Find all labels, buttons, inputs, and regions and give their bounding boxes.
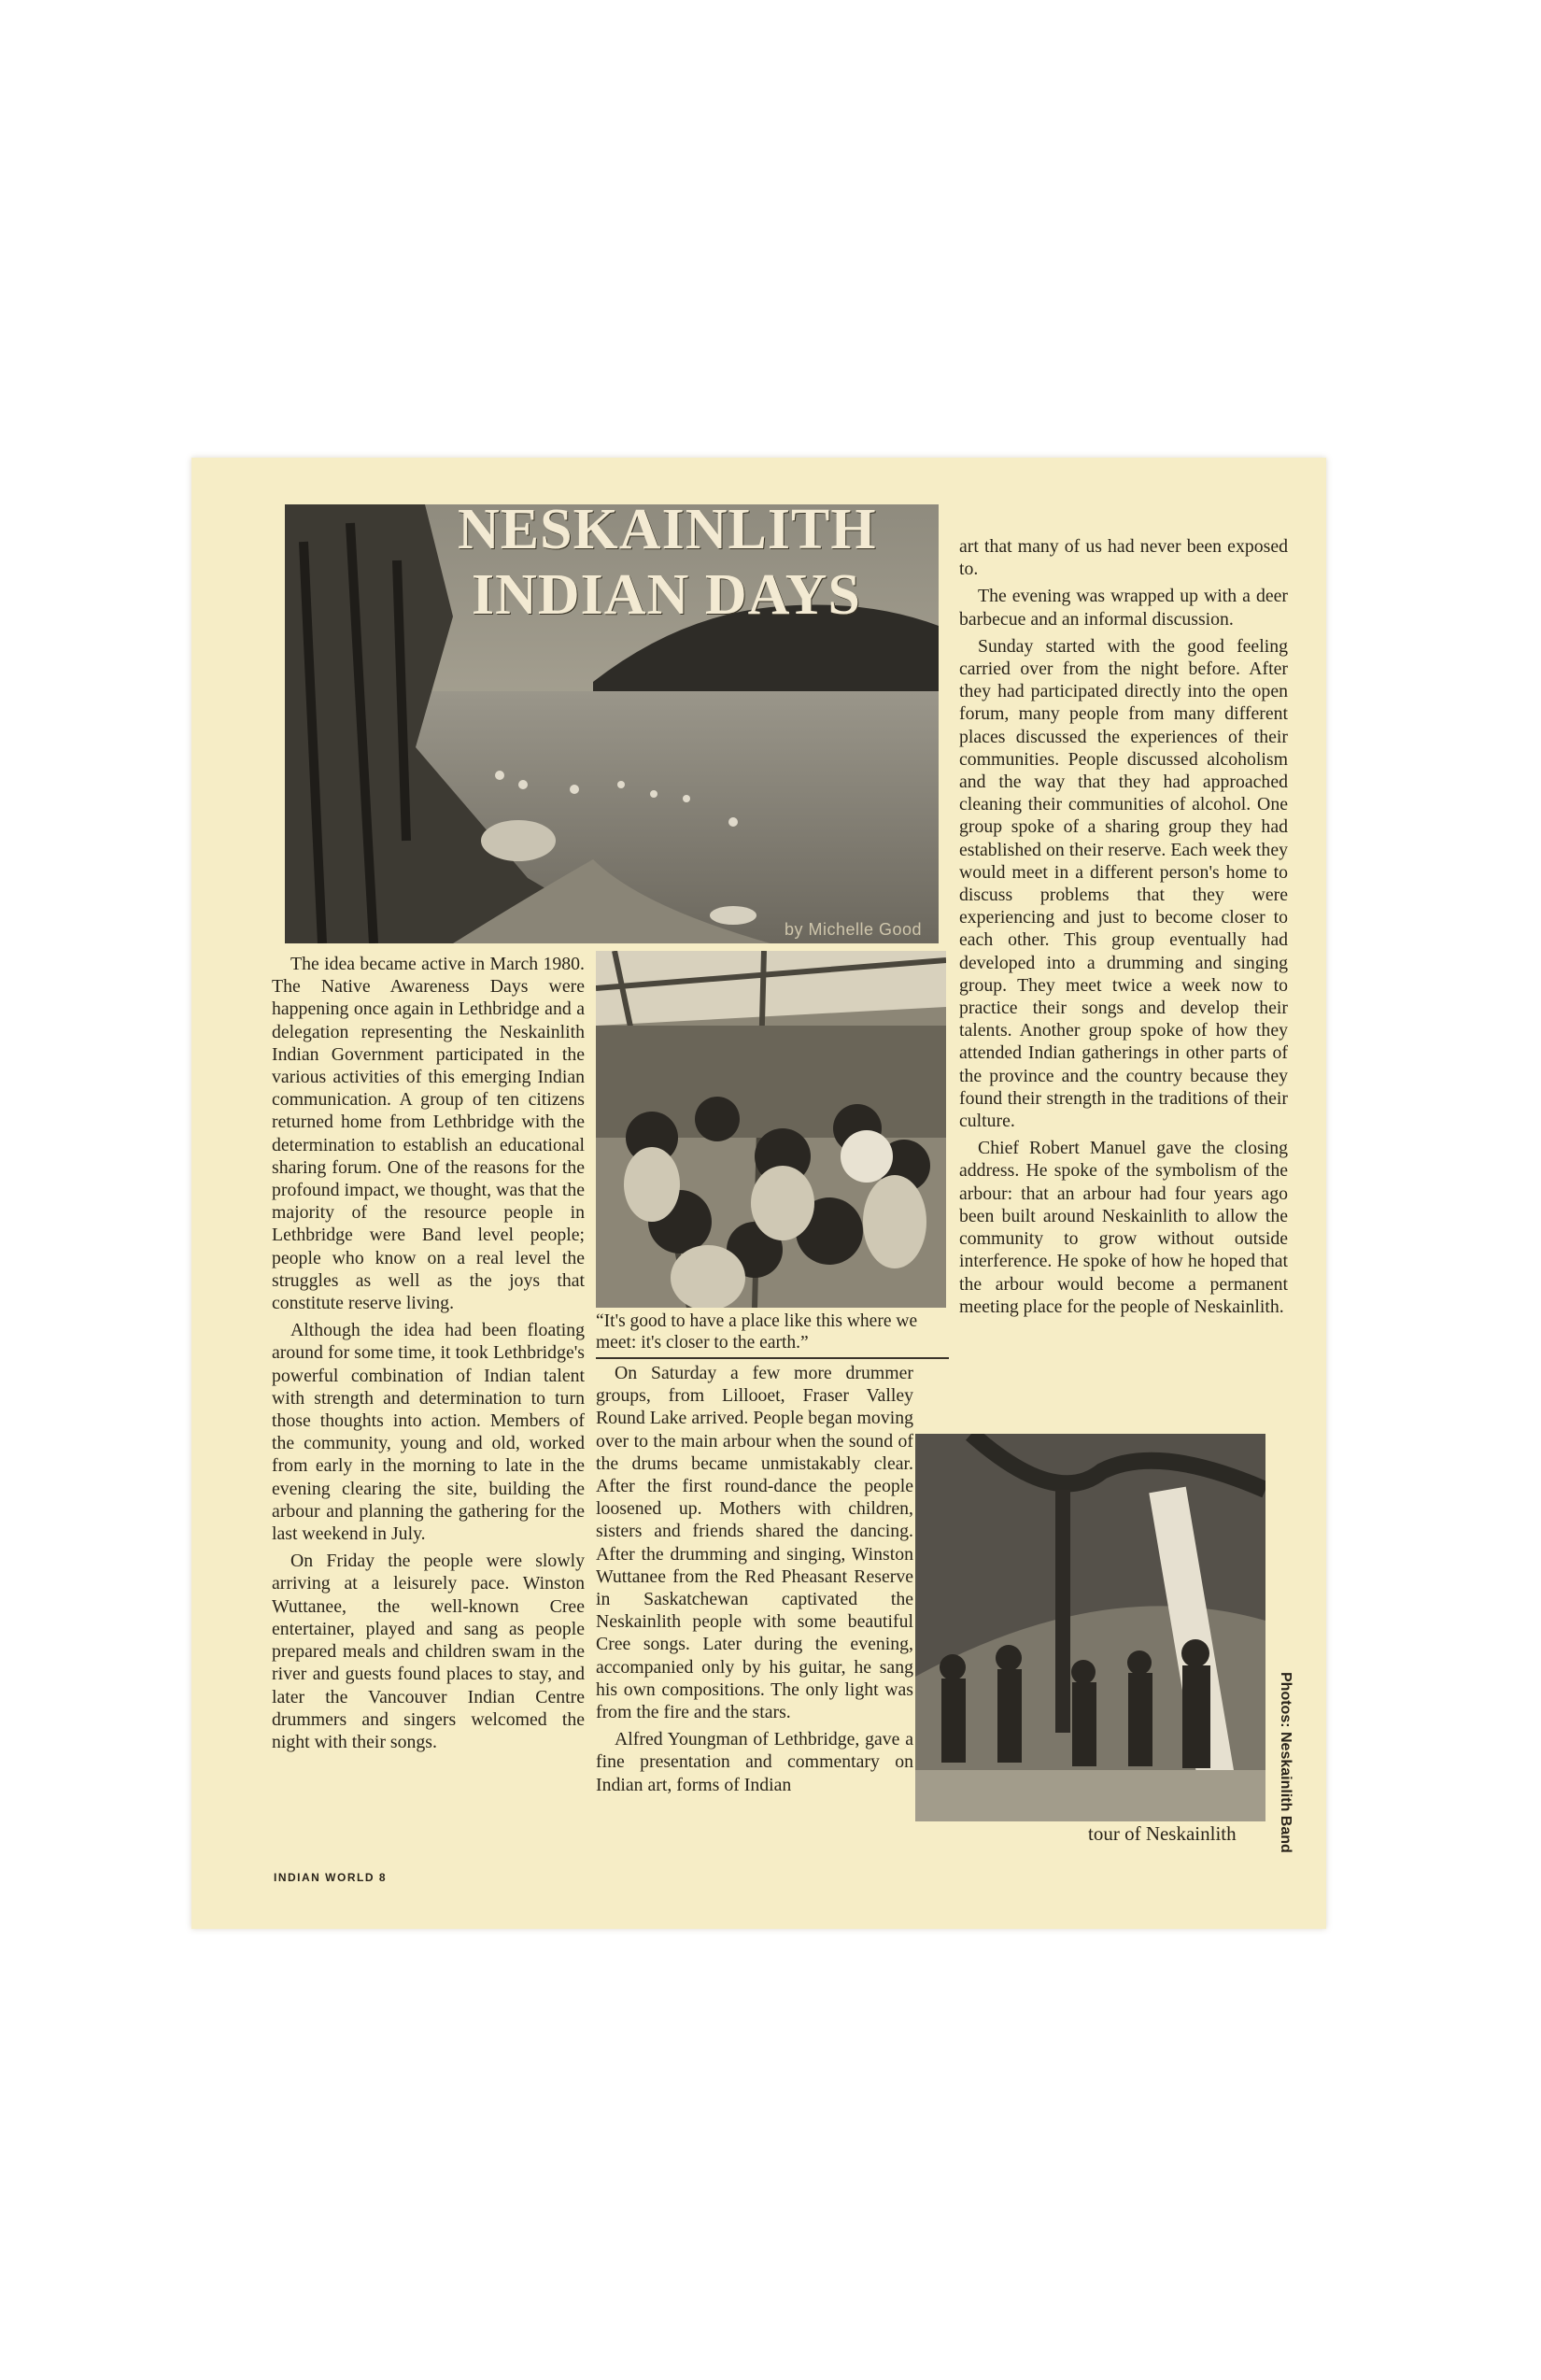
photo-quote-caption: “It's good to have a place like this where we meet: it's closer to the earth.”: [596, 1311, 918, 1353]
left-column: [272, 953, 585, 1758]
photo-credit: Photos: Neskainlith Band: [1278, 1672, 1294, 1853]
middle-column: [596, 1362, 913, 1801]
paragraph: Sunday started with the good feeling carried over from the night before. After they had participated directly into the open forum, many people from many different places discussed the experiences of their communities. People discussed alcoholism and the way that they had approached cleaning their communities of alcohol. One group spoke of a sharing group they had established on their reserve. Each week they would meet in a different person's home to discuss problems that they were experiencing and just to become closer to each other. This group eventually had developed into a drumming and singing group. They meet twice a week now to practice their songs and develop their talents. Another group spoke of how they attended Indian gatherings in other parts of the province and the country because they found their strength in the traditions of their culture.: [959, 635, 1288, 1132]
magazine-page: [191, 458, 1326, 1929]
tour-photo: [915, 1434, 1265, 1821]
headline-line-2: INDIAN DAYS: [472, 563, 861, 627]
paragraph: The idea became active in March 1980. The Native Awareness Days were happening once again in Lethbridge and a delegation representing the Neskainlith Indian Government participated in the various activities of this emerging Indian communication. A group of ten citizens returned home from Lethbridge with the determination to establish an educational sharing forum. One of the reasons for the profound impact, we thought, was that the majority of the resource people in Lethbridge were Band level people; people who know on a real level the struggles as well as the joys that constitute reserve living.: [272, 954, 585, 1314]
paragraph: On Friday the people were slowly arriving at a leisurely pace. Winston Wuttanee, the well-known Cree entertainer, played and sang as people prepared meals and children swam in the river and guests found places to stay, and later the Vancouver Indian Centre drummers and singers welcomed the night with their songs.: [272, 1551, 585, 1752]
paragraph: Chief Robert Manuel gave the closing address. He spoke of the symbolism of the arbour: that an arbour had four years ago been built around Neskainlith to allow the community to grow without outside interference. He spoke of how he hoped that the arbour would become a permanent meeting place for the people of Neskainlith.: [959, 1138, 1288, 1317]
page-footer: INDIAN WORLD 8: [274, 1871, 387, 1884]
byline: by Michelle Good: [785, 920, 923, 939]
paragraph: Although the idea had been floating around for some time, it took Lethbridge's powerful combination of Indian talent with strength and determination to turn those thoughts into action. Members of the community, young and old, worked from early in the morning to late in the evening clearing the site, building the arbour and planning the gathering for the last weekend in July.: [272, 1320, 585, 1545]
arbour-gathering-photo: [596, 951, 946, 1308]
headline-line-1: NESKAINLITH: [458, 498, 877, 561]
right-column: [959, 535, 1288, 1323]
tour-photo-caption: tour of Neskainlith: [1088, 1822, 1237, 1845]
paragraph: The evening was wrapped up with a deer barbecue and an informal discussion.: [959, 586, 1288, 630]
paragraph: art that many of us had never been exposed to.: [959, 536, 1288, 580]
paragraph: On Saturday a few more drummer groups, from Lillooet, Fraser Valley Round Lake arrived. People began moving over to the main arbour when the sound of the drums became unmistakably clear. After the first round-dance the people loosened up. Mothers with children, sisters and friends shared the dancing. After the drumming and singing, Winston Wuttanee from the Red Pheasant Reserve in Saskatchewan captivated the Neskainlith people with some beautiful Cree songs. Later during the evening, accompanied only by his guitar, he sang his own compositions. The only light was from the fire and the stars.: [596, 1363, 913, 1723]
caption-divider: [596, 1357, 949, 1359]
paragraph: Alfred Youngman of Lethbridge, gave a fine presentation and commentary on Indian art, forms of Indian: [596, 1729, 913, 1795]
